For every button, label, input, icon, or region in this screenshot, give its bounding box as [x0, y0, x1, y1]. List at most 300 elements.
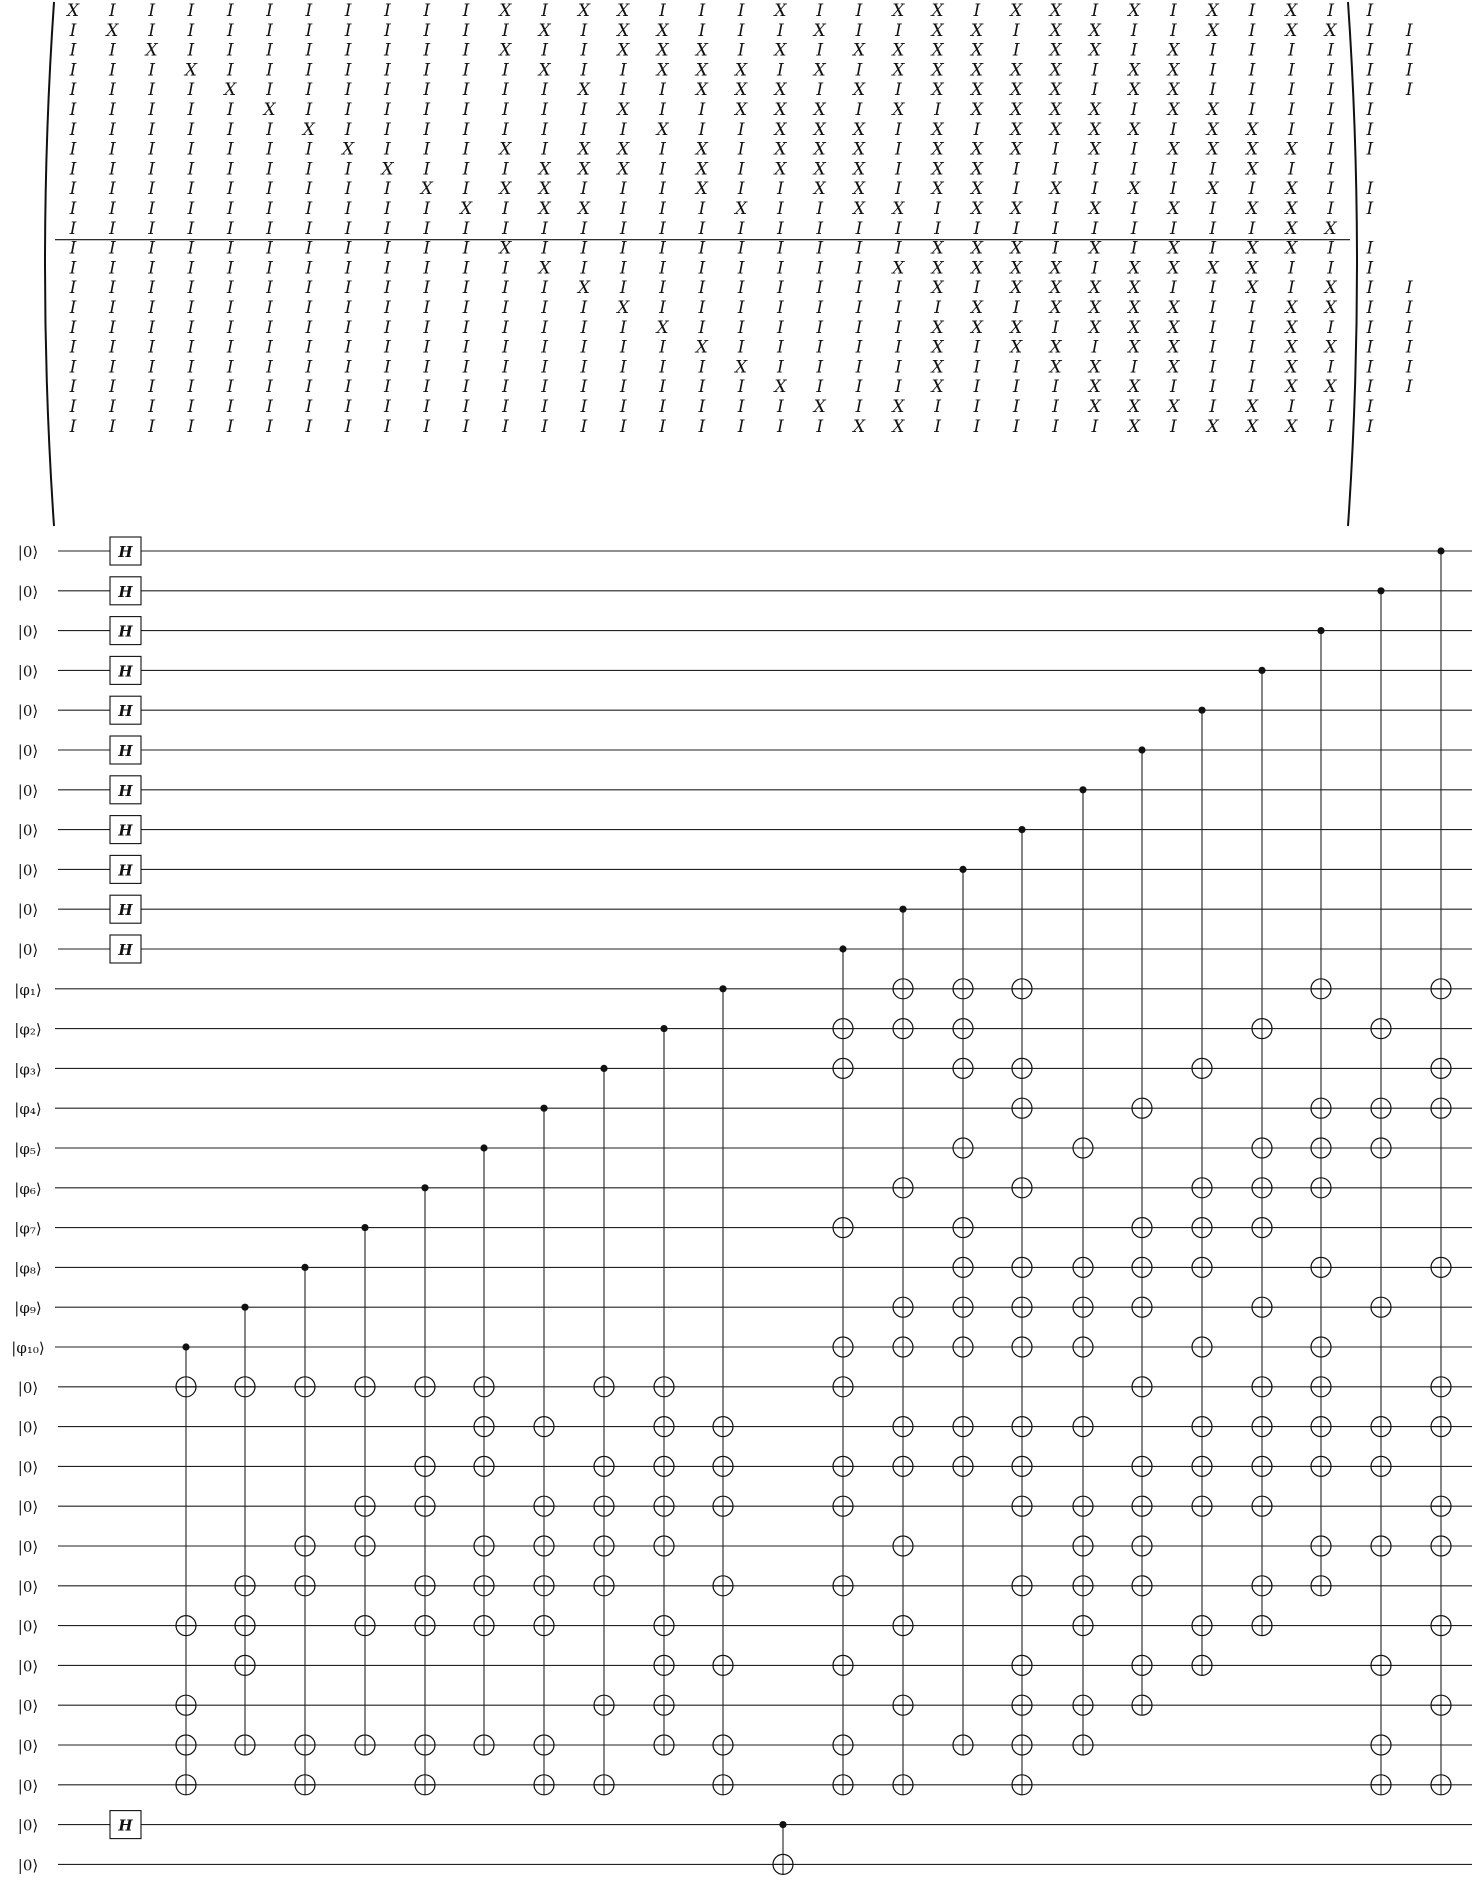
- matrix-entry: X: [1049, 119, 1062, 140]
- matrix-entry: X: [1167, 139, 1180, 160]
- matrix-entry: X: [1128, 298, 1141, 318]
- matrix-entry: I: [423, 357, 431, 378]
- matrix-entry: X: [735, 357, 748, 378]
- matrix-entry: X: [1167, 298, 1180, 318]
- matrix-entry: I: [1327, 179, 1334, 200]
- matrix-entry: X: [813, 119, 826, 140]
- control-dot: [421, 1184, 428, 1191]
- matrix-entry: X: [66, 1, 80, 21]
- matrix-entry: I: [423, 100, 431, 120]
- control-dot: [719, 985, 726, 992]
- matrix-entry: I: [737, 278, 745, 299]
- matrix-entry: I: [855, 258, 863, 279]
- matrix-entry: I: [1012, 20, 1020, 41]
- wire-label: |0⟩: [17, 1697, 39, 1716]
- matrix-entry: I: [1248, 80, 1256, 101]
- matrix-entry: X: [577, 159, 590, 180]
- matrix-entry: I: [934, 298, 941, 318]
- matrix-entry: I: [1248, 100, 1256, 120]
- matrix-entry: I: [187, 238, 195, 259]
- wire-label: |0⟩: [17, 1418, 39, 1437]
- matrix-entry: I: [619, 377, 627, 398]
- matrix-right-parenthesis: [1348, 2, 1357, 526]
- matrix-entry: I: [1130, 357, 1138, 378]
- matrix-entry: X: [1285, 179, 1298, 200]
- matrix-entry: X: [1128, 397, 1141, 417]
- matrix-entry: X: [1285, 20, 1298, 41]
- matrix-entry: I: [777, 179, 784, 200]
- matrix-entry: I: [344, 40, 352, 61]
- matrix-entry: I: [619, 416, 627, 437]
- matrix-entry: I: [1405, 337, 1413, 358]
- matrix-entry: I: [148, 218, 155, 239]
- matrix-entry: I: [659, 179, 666, 200]
- matrix-entry: I: [226, 159, 234, 180]
- matrix-entry: X: [1245, 199, 1259, 219]
- matrix-entry: I: [973, 1, 981, 21]
- control-dot: [899, 906, 906, 913]
- matrix-entry: I: [1405, 357, 1413, 378]
- matrix-entry: I: [344, 60, 352, 81]
- matrix-entry: I: [384, 40, 391, 61]
- parity-check-matrix: [45, 1, 1413, 526]
- matrix-entry: I: [305, 1, 313, 21]
- matrix-entry: X: [735, 60, 748, 81]
- matrix-entry: I: [1130, 238, 1138, 259]
- matrix-entry: I: [619, 278, 627, 299]
- matrix-entry: X: [656, 60, 669, 81]
- matrix-entry: I: [698, 218, 706, 239]
- control-dot: [540, 1105, 547, 1112]
- matrix-entry: X: [931, 238, 944, 259]
- matrix-entry: I: [541, 298, 548, 318]
- matrix-entry: I: [1327, 238, 1334, 259]
- matrix-entry: X: [1128, 337, 1141, 358]
- matrix-entry: X: [1128, 278, 1141, 299]
- matrix-entry: I: [973, 278, 981, 299]
- matrix-entry: X: [1128, 179, 1141, 200]
- matrix-entry: I: [1327, 258, 1334, 279]
- matrix-entry: I: [501, 416, 509, 437]
- matrix-entry: I: [305, 60, 313, 81]
- matrix-entry: I: [894, 278, 902, 299]
- matrix-entry: X: [1088, 100, 1101, 120]
- matrix-entry: X: [577, 278, 590, 299]
- matrix-entry: I: [777, 337, 784, 358]
- matrix-entry: I: [1209, 357, 1217, 378]
- matrix-entry: I: [148, 397, 155, 417]
- matrix-entry: I: [541, 1, 548, 21]
- matrix-entry: I: [266, 298, 273, 318]
- matrix-entry: I: [580, 258, 588, 279]
- control-dot: [1198, 707, 1205, 714]
- matrix-entry: X: [970, 80, 983, 101]
- matrix-entry: I: [187, 357, 195, 378]
- matrix-entry: I: [148, 1, 155, 21]
- matrix-entry: I: [894, 179, 902, 200]
- matrix-entry: I: [894, 377, 902, 398]
- matrix-entry: I: [187, 159, 195, 180]
- matrix-entry: I: [1209, 60, 1217, 81]
- matrix-entry: I: [501, 60, 509, 81]
- matrix-entry: I: [69, 100, 77, 120]
- matrix-entry: I: [226, 60, 234, 81]
- matrix-entry: X: [1285, 377, 1298, 398]
- matrix-entry: I: [934, 218, 941, 239]
- matrix-entry: I: [1366, 357, 1374, 378]
- matrix-entry: I: [423, 60, 431, 81]
- matrix-entry: I: [462, 60, 470, 81]
- matrix-entry: I: [894, 317, 902, 338]
- matrix-entry: I: [108, 119, 116, 140]
- matrix-entry: I: [1366, 1, 1374, 21]
- hadamard-gate-label: H: [118, 702, 133, 721]
- matrix-entry: I: [1052, 199, 1059, 219]
- matrix-entry: I: [737, 1, 745, 21]
- matrix-entry: I: [737, 397, 745, 417]
- matrix-entry: I: [344, 80, 352, 101]
- matrix-entry: I: [501, 100, 509, 120]
- matrix-entry: X: [774, 159, 787, 180]
- hadamard-gate-label: H: [118, 622, 133, 641]
- matrix-entry: I: [659, 298, 666, 318]
- matrix-entry: I: [1052, 397, 1059, 417]
- matrix-entry: I: [619, 218, 627, 239]
- matrix-entry: X: [774, 139, 787, 160]
- matrix-entry: I: [1248, 179, 1256, 200]
- matrix-entry: I: [698, 238, 706, 259]
- matrix-entry: I: [777, 60, 784, 81]
- matrix-entry: X: [892, 60, 905, 81]
- matrix-entry: I: [384, 317, 391, 338]
- matrix-entry: I: [659, 80, 666, 101]
- matrix-entry: I: [1248, 317, 1256, 338]
- matrix-entry: X: [1010, 60, 1023, 81]
- matrix-entry: X: [1088, 199, 1101, 219]
- matrix-entry: I: [580, 119, 588, 140]
- matrix-entry: I: [541, 377, 548, 398]
- matrix-entry: I: [266, 258, 273, 279]
- matrix-entry: I: [108, 199, 116, 219]
- matrix-entry: I: [305, 199, 313, 219]
- matrix-entry: I: [1052, 416, 1059, 437]
- matrix-entry: I: [816, 218, 824, 239]
- matrix-entry: X: [577, 80, 590, 101]
- wire-label: |0⟩: [17, 781, 39, 800]
- matrix-entry: X: [970, 298, 983, 318]
- matrix-entry: I: [1366, 80, 1374, 101]
- matrix-entry: X: [1167, 199, 1180, 219]
- matrix-entry: X: [302, 119, 315, 140]
- hadamard-gate-label: H: [118, 582, 133, 601]
- matrix-entry: I: [69, 60, 77, 81]
- matrix-entry: X: [695, 80, 708, 101]
- matrix-entry: I: [108, 218, 116, 239]
- matrix-entry: I: [855, 377, 863, 398]
- matrix-entry: I: [855, 1, 863, 21]
- matrix-entry: I: [1327, 199, 1334, 219]
- matrix-entry: I: [266, 278, 273, 299]
- matrix-entry: I: [108, 238, 116, 259]
- matrix-entry: X: [931, 159, 944, 180]
- matrix-entry: I: [344, 218, 352, 239]
- matrix-entry: X: [1088, 139, 1101, 160]
- matrix-entry: I: [384, 119, 391, 140]
- matrix-entry: X: [813, 100, 826, 120]
- control-dot: [361, 1224, 368, 1231]
- matrix-entry: I: [226, 179, 234, 200]
- matrix-entry: I: [619, 60, 627, 81]
- matrix-entry: I: [187, 258, 195, 279]
- matrix-entry: X: [1010, 317, 1023, 338]
- matrix-entry: I: [384, 20, 391, 41]
- matrix-entry: I: [1209, 238, 1217, 259]
- matrix-entry: X: [1049, 278, 1062, 299]
- matrix-entry: I: [266, 179, 273, 200]
- matrix-entry: I: [187, 1, 195, 21]
- matrix-entry: I: [501, 119, 509, 140]
- matrix-entry: X: [1285, 416, 1298, 437]
- matrix-entry: X: [1324, 377, 1337, 398]
- matrix-entry: X: [852, 119, 866, 140]
- matrix-entry: X: [774, 1, 787, 21]
- matrix-entry: X: [342, 139, 355, 160]
- control-dot: [1317, 627, 1324, 634]
- matrix-entry: I: [462, 119, 470, 140]
- matrix-entry: I: [894, 218, 902, 239]
- matrix-entry: I: [384, 139, 391, 160]
- matrix-entry: I: [69, 139, 77, 160]
- matrix-entry: I: [541, 397, 548, 417]
- matrix-entry: X: [1245, 139, 1259, 160]
- matrix-entry: I: [541, 100, 548, 120]
- matrix-entry: I: [69, 179, 77, 200]
- matrix-entry: I: [1248, 40, 1256, 61]
- matrix-entry: X: [813, 60, 826, 81]
- matrix-entry: X: [1167, 40, 1180, 61]
- wire-label: |φ₄⟩: [14, 1100, 42, 1119]
- matrix-entry: I: [855, 238, 863, 259]
- wire-label: |0⟩: [17, 1737, 39, 1755]
- matrix-entry: I: [423, 397, 431, 417]
- matrix-entry: I: [816, 258, 824, 279]
- matrix-entry: I: [148, 179, 155, 200]
- matrix-entry: I: [1366, 139, 1374, 160]
- matrix-entry: X: [1285, 317, 1298, 338]
- matrix-entry: X: [617, 298, 630, 318]
- matrix-entry: X: [852, 179, 866, 200]
- matrix-entry: I: [1366, 397, 1374, 417]
- matrix-entry: I: [894, 80, 902, 101]
- matrix-entry: I: [462, 397, 470, 417]
- matrix-entry: X: [1167, 337, 1180, 358]
- matrix-entry: I: [305, 258, 313, 279]
- matrix-entry: X: [1049, 357, 1062, 378]
- wire-label: |0⟩: [17, 1617, 39, 1636]
- matrix-entry: I: [344, 199, 352, 219]
- matrix-entry: I: [69, 159, 77, 180]
- matrix-entry: X: [1285, 357, 1298, 378]
- matrix-entry: I: [737, 238, 745, 259]
- matrix-entry: I: [305, 377, 313, 398]
- matrix-entry: I: [501, 199, 509, 219]
- matrix-entry: I: [501, 298, 509, 318]
- matrix-entry: I: [1248, 218, 1256, 239]
- wire-label: |φ₆⟩: [14, 1179, 42, 1198]
- matrix-entry: X: [1245, 119, 1259, 140]
- matrix-entry: I: [1366, 377, 1374, 398]
- matrix-entry: I: [619, 80, 627, 101]
- wire-label: |0⟩: [17, 1577, 39, 1596]
- wire-label: |φ₁₀⟩: [11, 1339, 45, 1357]
- hadamard-gate-label: H: [118, 662, 133, 681]
- matrix-entry: I: [501, 317, 509, 338]
- matrix-entry: X: [1128, 1, 1141, 21]
- matrix-entry: I: [737, 179, 745, 200]
- matrix-entry: X: [1010, 100, 1023, 120]
- matrix-entry: I: [777, 357, 784, 378]
- matrix-entry: I: [462, 238, 470, 259]
- matrix-entry: I: [462, 1, 470, 21]
- matrix-entry: I: [1327, 1, 1334, 21]
- matrix-entry: I: [1170, 119, 1177, 140]
- matrix-entry: I: [226, 317, 234, 338]
- matrix-entry: I: [305, 278, 313, 299]
- matrix-entry: I: [69, 357, 77, 378]
- matrix-entry: X: [106, 20, 119, 41]
- matrix-entry: X: [617, 139, 630, 160]
- control-dot: [1377, 587, 1384, 594]
- matrix-entry: I: [462, 20, 470, 41]
- wire-label: |φ₅⟩: [14, 1140, 42, 1158]
- matrix-entry: I: [266, 40, 273, 61]
- matrix-entry: I: [148, 80, 155, 101]
- matrix-entry: I: [69, 80, 77, 101]
- matrix-entry: I: [108, 397, 116, 417]
- matrix-entry: X: [852, 80, 866, 101]
- matrix-entry: I: [1405, 20, 1413, 41]
- matrix-entry: X: [931, 179, 944, 200]
- wire-label: |0⟩: [17, 1856, 39, 1875]
- matrix-entry: X: [499, 179, 512, 200]
- matrix-entry: I: [384, 179, 391, 200]
- matrix-entry: I: [1366, 278, 1374, 299]
- matrix-entry: X: [892, 1, 905, 21]
- matrix-entry: I: [384, 1, 391, 21]
- matrix-entry: I: [737, 317, 745, 338]
- matrix-entry: X: [617, 20, 630, 41]
- matrix-entry: I: [305, 80, 313, 101]
- matrix-entry: I: [1366, 337, 1374, 358]
- matrix-entry: X: [1128, 60, 1141, 81]
- matrix-entry: I: [501, 357, 509, 378]
- matrix-entry: I: [698, 317, 706, 338]
- matrix-entry: X: [459, 199, 473, 219]
- matrix-entry: X: [695, 159, 708, 180]
- matrix-entry: I: [423, 139, 431, 160]
- matrix-entry: I: [737, 337, 745, 358]
- matrix-entry: I: [1327, 317, 1334, 338]
- matrix-entry: X: [1010, 199, 1023, 219]
- matrix-entry: I: [1209, 377, 1217, 398]
- matrix-entry: I: [698, 377, 706, 398]
- matrix-entry: I: [580, 238, 588, 259]
- matrix-entry: I: [501, 377, 509, 398]
- matrix-entry: I: [1091, 416, 1099, 437]
- matrix-entry: I: [187, 20, 195, 41]
- matrix-entry: X: [1285, 139, 1298, 160]
- matrix-entry: I: [384, 80, 391, 101]
- matrix-entry: I: [777, 218, 784, 239]
- matrix-entry: I: [384, 238, 391, 259]
- matrix-entry: I: [305, 218, 313, 239]
- matrix-entry: I: [423, 416, 431, 437]
- matrix-entry: I: [541, 139, 548, 160]
- matrix-entry: X: [774, 377, 787, 398]
- matrix-entry: I: [1012, 357, 1020, 378]
- matrix-entry: I: [1366, 258, 1374, 279]
- matrix-entry: I: [462, 298, 470, 318]
- matrix-entry: I: [1405, 377, 1413, 398]
- matrix-entry: I: [659, 357, 666, 378]
- matrix-entry: I: [934, 100, 941, 120]
- matrix-entry: I: [305, 40, 313, 61]
- matrix-entry: X: [695, 139, 708, 160]
- matrix-entry: I: [1091, 179, 1099, 200]
- matrix-entry: X: [1167, 397, 1180, 417]
- matrix-entry: I: [1366, 199, 1374, 219]
- matrix-entry: I: [580, 100, 588, 120]
- matrix-entry: X: [1167, 60, 1180, 81]
- matrix-entry: I: [580, 218, 588, 239]
- hadamard-gate-label: H: [118, 781, 133, 800]
- matrix-entry: I: [973, 377, 981, 398]
- matrix-entry: I: [1012, 218, 1020, 239]
- matrix-entry: X: [852, 40, 866, 61]
- matrix-entry: I: [855, 100, 863, 120]
- wire-label: |0⟩: [17, 821, 39, 840]
- matrix-entry: I: [384, 416, 391, 437]
- matrix-entry: I: [148, 357, 155, 378]
- matrix-entry: X: [970, 100, 983, 120]
- matrix-entry: X: [1088, 317, 1101, 338]
- matrix-entry: X: [1010, 80, 1023, 101]
- matrix-entry: I: [108, 60, 116, 81]
- matrix-entry: I: [737, 416, 745, 437]
- matrix-entry: X: [774, 80, 787, 101]
- matrix-entry: X: [1324, 278, 1337, 299]
- matrix-entry: I: [187, 278, 195, 299]
- wire-label: |0⟩: [17, 941, 39, 959]
- matrix-entry: I: [108, 159, 116, 180]
- matrix-entry: I: [69, 40, 77, 61]
- matrix-entry: X: [1167, 357, 1180, 378]
- matrix-entry: I: [384, 199, 391, 219]
- matrix-entry: I: [1287, 80, 1295, 101]
- matrix-entry: I: [423, 80, 431, 101]
- matrix-entry: X: [931, 40, 944, 61]
- matrix-entry: X: [1088, 119, 1101, 140]
- matrix-entry: I: [148, 317, 155, 338]
- matrix-entry: X: [1206, 416, 1219, 437]
- matrix-entry: I: [777, 278, 784, 299]
- matrix-entry: I: [698, 1, 706, 21]
- matrix-entry: I: [148, 337, 155, 358]
- matrix-entry: I: [108, 80, 116, 101]
- matrix-entry: I: [1052, 218, 1059, 239]
- matrix-entry: X: [538, 159, 551, 180]
- matrix-entry: X: [1128, 416, 1141, 437]
